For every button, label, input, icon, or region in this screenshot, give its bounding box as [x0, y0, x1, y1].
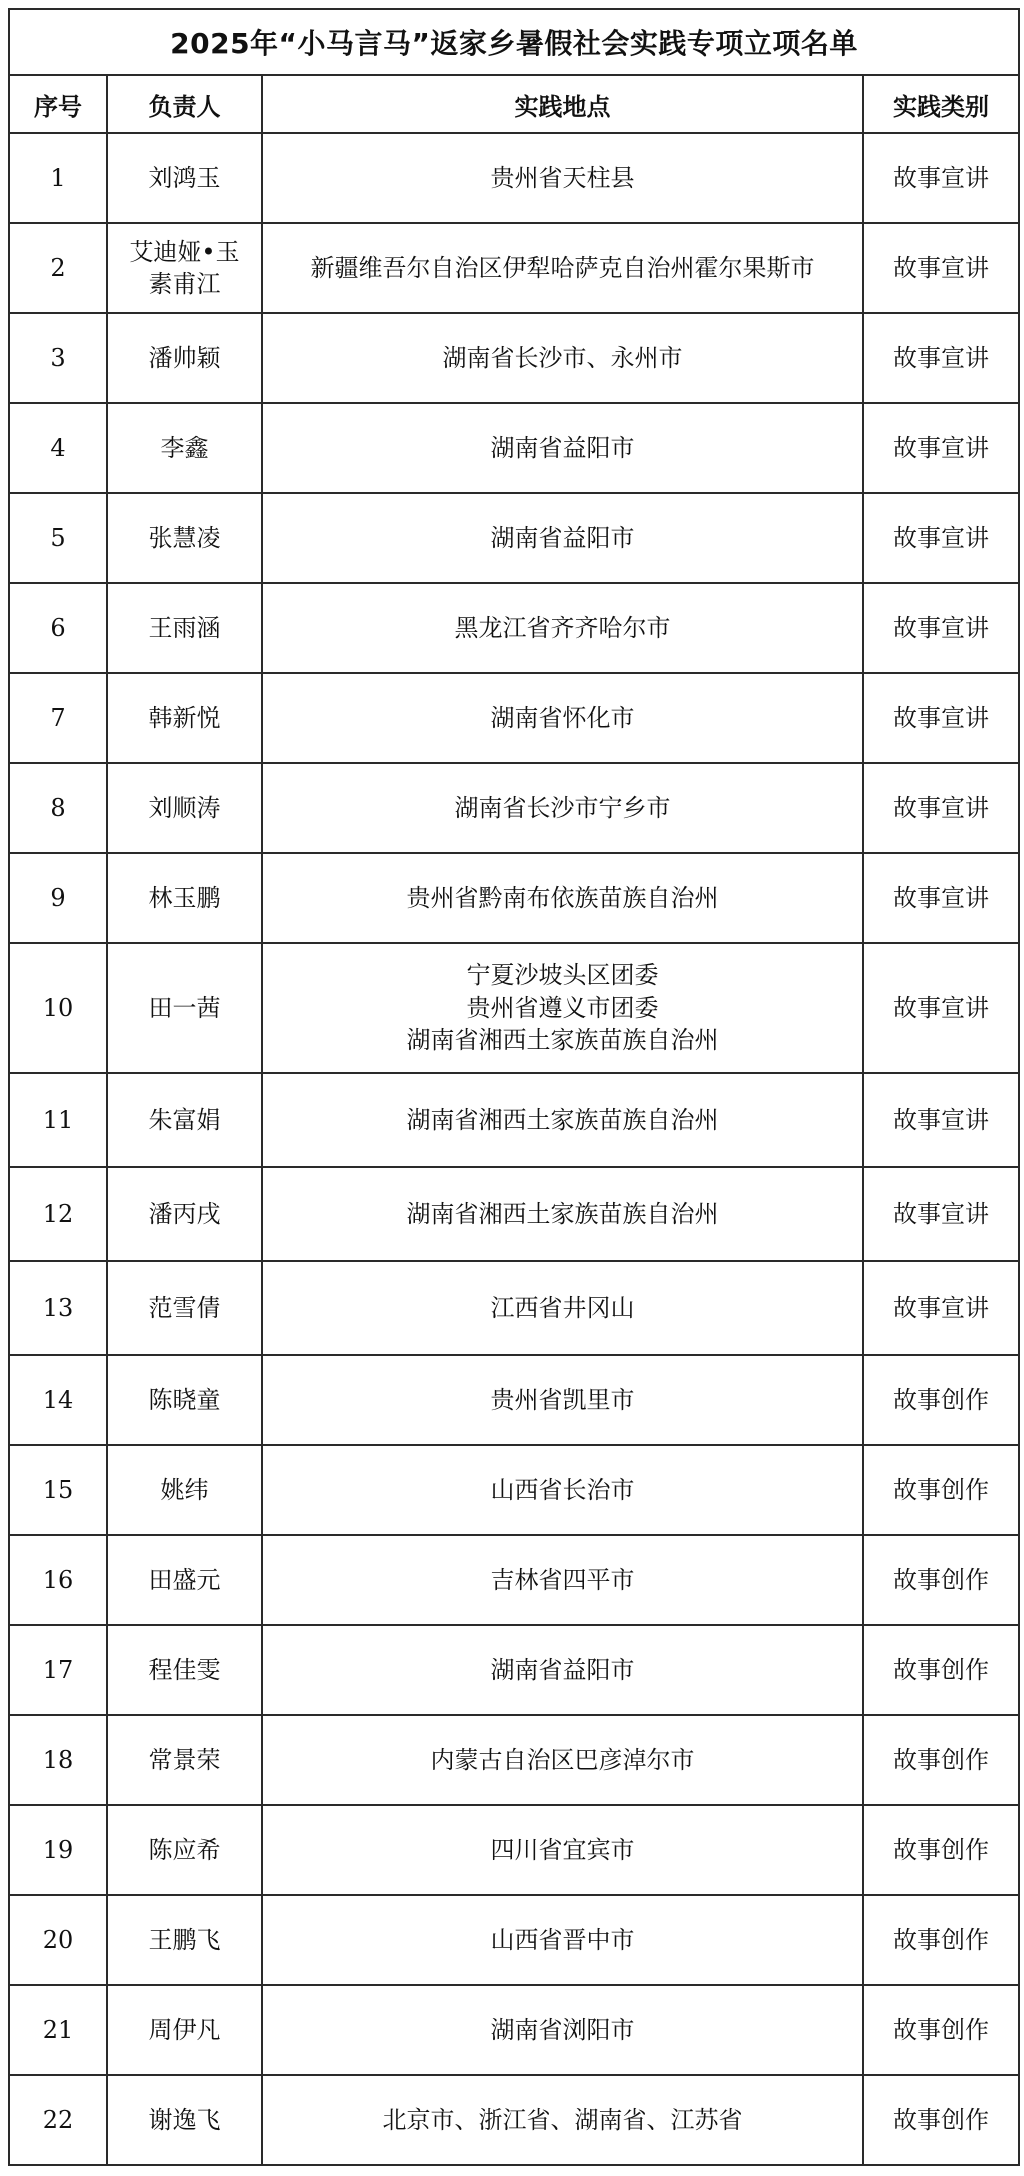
cell-index — [9, 1167, 107, 1261]
cell-index — [9, 403, 107, 493]
cell-location-text: 吉林省四平市 — [490, 1565, 635, 1594]
cell-leader — [107, 1625, 262, 1715]
cell-leader-text: 艾迪娅•玉 素甫江 — [129, 237, 240, 298]
table-row — [9, 1535, 1019, 1625]
table-row — [9, 763, 1019, 853]
cell-location-text: 湖南省长沙市、永州市 — [442, 343, 683, 372]
table-row — [9, 223, 1019, 313]
cell-leader — [107, 223, 262, 313]
cell-category — [863, 1805, 1019, 1895]
cell-category-text: 故事创作 — [893, 1745, 989, 1774]
cell-leader-text: 田盛元 — [148, 1565, 221, 1594]
header-leader: 负责人 — [107, 75, 262, 133]
cell-leader-text: 林玉鹏 — [148, 883, 221, 912]
cell-category — [863, 1261, 1019, 1355]
cell-leader-text: 张慧凌 — [148, 523, 221, 552]
table-body — [9, 133, 1019, 2165]
cell-location — [262, 1805, 863, 1895]
cell-category — [863, 403, 1019, 493]
cell-leader-text: 潘丙戌 — [148, 1199, 221, 1228]
table-row — [9, 403, 1019, 493]
cell-category — [863, 583, 1019, 673]
cell-category-text: 故事宣讲 — [893, 523, 989, 552]
cell-leader — [107, 1535, 262, 1625]
cell-category-text: 故事创作 — [893, 2015, 989, 2044]
cell-index-text: 10 — [42, 993, 74, 1022]
cell-category — [863, 133, 1019, 223]
table-row — [9, 1985, 1019, 2075]
cell-leader — [107, 1167, 262, 1261]
cell-category-text: 故事宣讲 — [893, 433, 989, 462]
cell-index — [9, 1625, 107, 1715]
table-row — [9, 1625, 1019, 1715]
cell-category — [863, 673, 1019, 763]
cell-category-text: 故事宣讲 — [893, 1293, 989, 1322]
cell-leader-text: 刘鸿玉 — [148, 163, 221, 192]
cell-leader — [107, 133, 262, 223]
cell-location-text: 湖南省益阳市 — [490, 1655, 635, 1684]
cell-index — [9, 313, 107, 403]
cell-index — [9, 223, 107, 313]
cell-category-text: 故事宣讲 — [893, 993, 989, 1022]
table-row — [9, 2075, 1019, 2165]
cell-category-text: 故事创作 — [893, 2105, 989, 2134]
cell-leader — [107, 673, 262, 763]
cell-index-text: 6 — [50, 613, 66, 642]
cell-category — [863, 763, 1019, 853]
cell-location-text: 四川省宜宾市 — [490, 1835, 635, 1864]
cell-location-text: 湖南省益阳市 — [490, 433, 635, 462]
cell-leader — [107, 313, 262, 403]
cell-category — [863, 493, 1019, 583]
cell-index-text: 18 — [42, 1745, 74, 1774]
cell-leader — [107, 2075, 262, 2165]
cell-leader — [107, 1261, 262, 1355]
cell-index — [9, 1805, 107, 1895]
cell-category — [863, 1715, 1019, 1805]
cell-leader — [107, 943, 262, 1073]
cell-category-text: 故事创作 — [893, 1925, 989, 1954]
cell-category-text: 故事宣讲 — [893, 343, 989, 372]
cell-index — [9, 673, 107, 763]
cell-category — [863, 853, 1019, 943]
cell-index — [9, 133, 107, 223]
cell-location — [262, 1895, 863, 1985]
cell-index — [9, 1261, 107, 1355]
cell-leader — [107, 1985, 262, 2075]
cell-leader-text: 王雨涵 — [148, 613, 221, 642]
cell-location — [262, 133, 863, 223]
cell-leader-text: 潘帅颖 — [148, 343, 221, 372]
cell-index — [9, 1445, 107, 1535]
header-location: 实践地点 — [262, 75, 863, 133]
cell-category — [863, 1445, 1019, 1535]
cell-index-text: 2 — [50, 253, 66, 282]
cell-leader-text: 陈应希 — [148, 1835, 221, 1864]
project-list-table — [8, 8, 1020, 2166]
cell-category-text: 故事创作 — [893, 1385, 989, 1414]
cell-leader-text: 王鹏飞 — [148, 1925, 221, 1954]
cell-index-text: 17 — [42, 1655, 74, 1684]
cell-location-text: 贵州省天柱县 — [490, 163, 635, 192]
cell-index — [9, 2075, 107, 2165]
cell-location — [262, 2075, 863, 2165]
cell-leader-text: 范雪倩 — [148, 1293, 221, 1322]
cell-category — [863, 1355, 1019, 1445]
cell-location-text: 湖南省益阳市 — [490, 523, 635, 552]
cell-index-text: 5 — [50, 523, 66, 552]
cell-location-text: 北京市、浙江省、湖南省、江苏省 — [382, 2105, 743, 2134]
cell-leader-text: 朱富娟 — [148, 1105, 221, 1134]
cell-category — [863, 1535, 1019, 1625]
cell-location-text: 贵州省凯里市 — [490, 1385, 635, 1414]
cell-index — [9, 943, 107, 1073]
cell-location — [262, 1715, 863, 1805]
cell-index-text: 1 — [50, 163, 66, 192]
cell-location — [262, 583, 863, 673]
cell-leader-text: 刘顺涛 — [148, 793, 221, 822]
table-row — [9, 1261, 1019, 1355]
cell-category-text: 故事宣讲 — [893, 883, 989, 912]
cell-location — [262, 673, 863, 763]
cell-category — [863, 2075, 1019, 2165]
cell-index — [9, 763, 107, 853]
cell-category-text: 故事创作 — [893, 1565, 989, 1594]
cell-category — [863, 1895, 1019, 1985]
cell-leader-text: 陈晓童 — [148, 1385, 221, 1414]
cell-leader — [107, 1073, 262, 1167]
table-row — [9, 1445, 1019, 1535]
table-row — [9, 1355, 1019, 1445]
cell-location-text: 山西省晋中市 — [490, 1925, 635, 1954]
cell-leader-text: 程佳雯 — [148, 1655, 221, 1684]
table-row — [9, 853, 1019, 943]
cell-location-text: 江西省井冈山 — [490, 1293, 635, 1322]
cell-index — [9, 1535, 107, 1625]
cell-category-text: 故事创作 — [893, 1835, 989, 1864]
cell-leader — [107, 1715, 262, 1805]
cell-location-text: 内蒙古自治区巴彦淖尔市 — [430, 1745, 695, 1774]
cell-index-text: 13 — [42, 1293, 74, 1322]
cell-leader — [107, 1895, 262, 1985]
cell-index-text: 21 — [42, 2015, 74, 2044]
cell-location-text: 湖南省湘西土家族苗族自治州 — [406, 1105, 719, 1134]
cell-category-text: 故事创作 — [893, 1475, 989, 1504]
cell-index-text: 7 — [50, 703, 66, 732]
cell-index — [9, 1895, 107, 1985]
cell-category — [863, 1985, 1019, 2075]
cell-location — [262, 1261, 863, 1355]
table-row — [9, 1895, 1019, 1985]
table-row — [9, 583, 1019, 673]
cell-location — [262, 403, 863, 493]
cell-leader-text: 谢逸飞 — [148, 2105, 221, 2134]
cell-leader-text: 田一茜 — [148, 993, 221, 1022]
cell-location-text: 湖南省浏阳市 — [490, 2015, 635, 2044]
table-row — [9, 133, 1019, 223]
cell-index — [9, 583, 107, 673]
cell-leader-text: 周伊凡 — [148, 2015, 221, 2044]
cell-index — [9, 853, 107, 943]
header-category: 实践类别 — [863, 75, 1019, 133]
table-row — [9, 1715, 1019, 1805]
cell-location-text: 黑龙江省齐齐哈尔市 — [454, 613, 671, 642]
cell-leader — [107, 1445, 262, 1535]
cell-index-text: 9 — [50, 883, 66, 912]
cell-category-text: 故事宣讲 — [893, 1105, 989, 1134]
table-row — [9, 313, 1019, 403]
cell-category — [863, 1625, 1019, 1715]
cell-location — [262, 1625, 863, 1715]
cell-category-text: 故事宣讲 — [893, 1199, 989, 1228]
cell-index — [9, 1985, 107, 2075]
cell-location — [262, 763, 863, 853]
table-row — [9, 673, 1019, 763]
cell-index-text: 4 — [50, 433, 66, 462]
cell-category — [863, 223, 1019, 313]
cell-location-text: 贵州省黔南布依族苗族自治州 — [406, 883, 719, 912]
cell-category — [863, 1073, 1019, 1167]
cell-category-text: 故事宣讲 — [893, 793, 989, 822]
cell-location — [262, 223, 863, 313]
cell-location-text: 新疆维吾尔自治区伊犁哈萨克自治州霍尔果斯市 — [310, 253, 815, 282]
cell-leader-text: 韩新悦 — [148, 703, 221, 732]
cell-index-text: 3 — [50, 343, 66, 372]
cell-index-text: 14 — [42, 1385, 74, 1414]
cell-index-text: 8 — [50, 793, 66, 822]
cell-location — [262, 493, 863, 583]
cell-leader — [107, 853, 262, 943]
table-row — [9, 493, 1019, 583]
table-row — [9, 1073, 1019, 1167]
cell-index-text: 16 — [42, 1565, 74, 1594]
cell-category-text: 故事宣讲 — [893, 163, 989, 192]
cell-index-text: 22 — [42, 2105, 74, 2134]
cell-index — [9, 493, 107, 583]
cell-location — [262, 1535, 863, 1625]
cell-location — [262, 1985, 863, 2075]
cell-location — [262, 1167, 863, 1261]
cell-leader — [107, 1805, 262, 1895]
cell-category — [863, 943, 1019, 1073]
cell-leader — [107, 493, 262, 583]
cell-category-text: 故事宣讲 — [893, 253, 989, 282]
cell-location-text: 湖南省怀化市 — [490, 703, 635, 732]
cell-leader — [107, 1355, 262, 1445]
cell-location — [262, 313, 863, 403]
cell-index-text: 12 — [42, 1199, 74, 1228]
table-row — [9, 943, 1019, 1073]
cell-index-text: 15 — [42, 1475, 74, 1504]
cell-index-text: 11 — [42, 1105, 74, 1134]
cell-location-text: 宁夏沙坡头区团委 贵州省遵义市团委 湖南省湘西土家族苗族自治州 — [406, 961, 719, 1055]
cell-category-text: 故事宣讲 — [893, 613, 989, 642]
cell-leader-text: 李鑫 — [160, 433, 209, 462]
cell-category-text: 故事创作 — [893, 1655, 989, 1684]
cell-leader-text: 姚纬 — [160, 1475, 209, 1504]
cell-category — [863, 1167, 1019, 1261]
cell-location-text: 湖南省长沙市宁乡市 — [454, 793, 671, 822]
cell-leader — [107, 763, 262, 853]
cell-category — [863, 313, 1019, 403]
cell-index-text: 19 — [42, 1835, 74, 1864]
cell-index — [9, 1355, 107, 1445]
cell-location-text: 山西省长治市 — [490, 1475, 635, 1504]
cell-category-text: 故事宣讲 — [893, 703, 989, 732]
cell-location — [262, 853, 863, 943]
cell-index — [9, 1073, 107, 1167]
cell-leader-text: 常景荣 — [148, 1745, 221, 1774]
cell-index — [9, 1715, 107, 1805]
table-title: 2025年“小马言马”返家乡暑假社会实践专项立项名单 — [9, 9, 1019, 75]
cell-location-text: 湖南省湘西土家族苗族自治州 — [406, 1199, 719, 1228]
cell-leader — [107, 583, 262, 673]
cell-location — [262, 1073, 863, 1167]
cell-location — [262, 943, 863, 1073]
cell-leader — [107, 403, 262, 493]
table-row — [9, 1167, 1019, 1261]
table-row — [9, 1805, 1019, 1895]
cell-index-text: 20 — [42, 1925, 74, 1954]
cell-location — [262, 1445, 863, 1535]
cell-location — [262, 1355, 863, 1445]
header-index: 序号 — [9, 75, 107, 133]
